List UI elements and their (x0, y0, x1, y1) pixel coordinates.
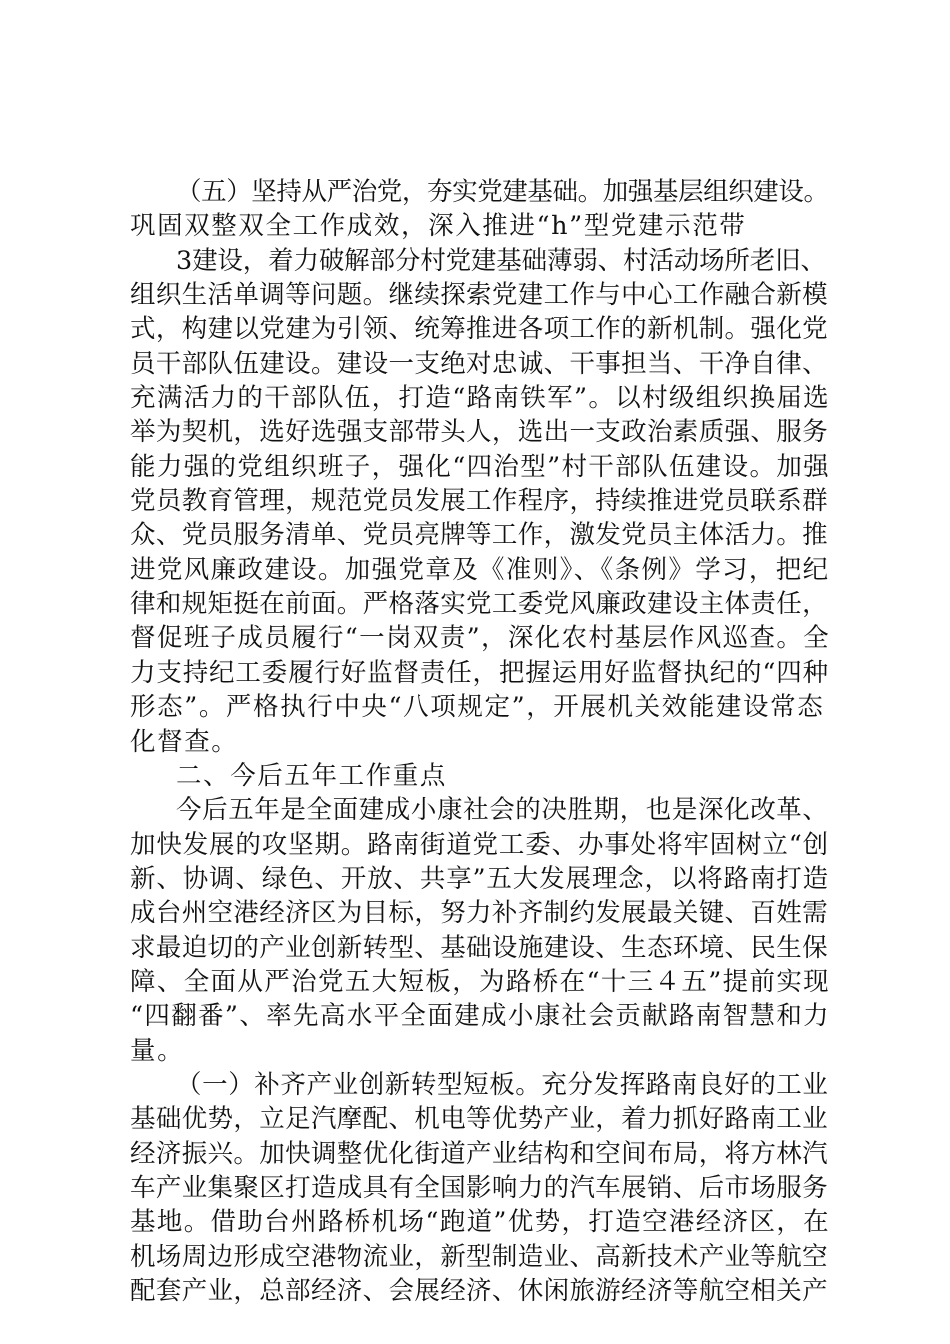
text-line: 机场周边形成空港物流业，新型制造业、高新技术产业等航空 (130, 1241, 828, 1272)
text-line: 巩固双整双全工作成效，深入推进“h”型党建示范带 (130, 211, 747, 242)
text-line: 督促班子成员履行“一岗双责”，深化农村基层作风巡查。全 (130, 623, 831, 654)
text-line: 3建设，着力破解部分村党建基础薄弱、村活动场所老旧、 (176, 245, 826, 276)
text-line: 力支持纪工委履行好监督责任，把握运用好监督执纪的“四种 (130, 657, 829, 688)
text-line: 今后五年是全面建成小康社会的决胜期，也是深化改革、 (176, 795, 829, 826)
text-line: 车产业集聚区打造成具有全国影响力的汽车展销、后市场服务 (130, 1172, 828, 1203)
text-line: 基地。借助台州路桥机场“跑道”优势，打造空港经济区，在 (130, 1207, 831, 1238)
text-line: 量。 (130, 1035, 185, 1066)
text-line: 律和规矩挺在前面。严格落实党工委党风廉政建设主体责任， (130, 589, 828, 620)
document-body (130, 175, 830, 1308)
text-line: 进党风廉政建设。加强党章及《准则》、《条例》学习，把纪 (130, 554, 830, 585)
text-line: 基础优势，立足汽摩配、机电等优势产业，着力抓好路南工业 (130, 1104, 828, 1135)
text-line: 党员教育管理，规范党员发展工作程序，持续推进党员联系群 (130, 486, 828, 517)
text-line: 加快发展的攻坚期。路南街道党工委、办事处将牢固树立“创 (130, 829, 829, 860)
text-line: 障、全面从严治党五大短板，为路桥在“十三４五”提前实现 (130, 966, 831, 997)
text-line: 求最迫切的产业创新转型、基础设施建设、生态环境、民生保 (130, 932, 828, 963)
text-line: 众、党员服务清单、党员亮牌等工作，激发党员主体活力。推 (130, 520, 828, 551)
text-line: 员干部队伍建设。建设一支绝对忠诚、干事担当、干净自律、 (130, 348, 828, 379)
text-line: 组织生活单调等问题。继续探索党建工作与中心工作融合新模 (130, 280, 828, 311)
text-line: （五）坚持从严治党，夯实党建基础。加强基层组织建设。 (176, 177, 829, 207)
text-line: 充满活力的干部队伍，打造“路南铁军”。以村级组织换届选 (130, 383, 831, 414)
text-line: 新、协调、绿色、开放、共享”五大发展理念，以将路南打造 (130, 863, 829, 894)
text-line: 式，构建以党建为引领、统筹推进各项工作的新机制。强化党 (130, 314, 828, 345)
text-line: 配套产业，总部经济、会展经济、休闲旅游经济等航空相关产 (130, 1276, 828, 1306)
text-line: 经济振兴。加快调整优化街道产业结构和空间布局，将方林汽 (130, 1138, 828, 1169)
text-line: 举为契机，选好选强支部带头人，选出一支政治素质强、服务 (130, 417, 828, 448)
text-line: 二、今后五年工作重点 (176, 760, 448, 791)
text-line: 能力强的党组织班子，强化“四治型”村干部队伍建设。加强 (130, 451, 831, 482)
text-line: “四翻番”、率先高水平全面建成小康社会贡献路南智慧和力 (130, 1001, 831, 1032)
text-line: 化督查。 (130, 726, 239, 757)
text-line: 形态”。严格执行中央“八项规定”，开展机关效能建设常态 (130, 692, 825, 723)
text-line: （一）补齐产业创新转型短板。充分发挥路南良好的工业 (176, 1069, 829, 1100)
text-line: 成台州空港经济区为目标，努力补齐制约发展最关键、百姓需 (130, 898, 828, 929)
